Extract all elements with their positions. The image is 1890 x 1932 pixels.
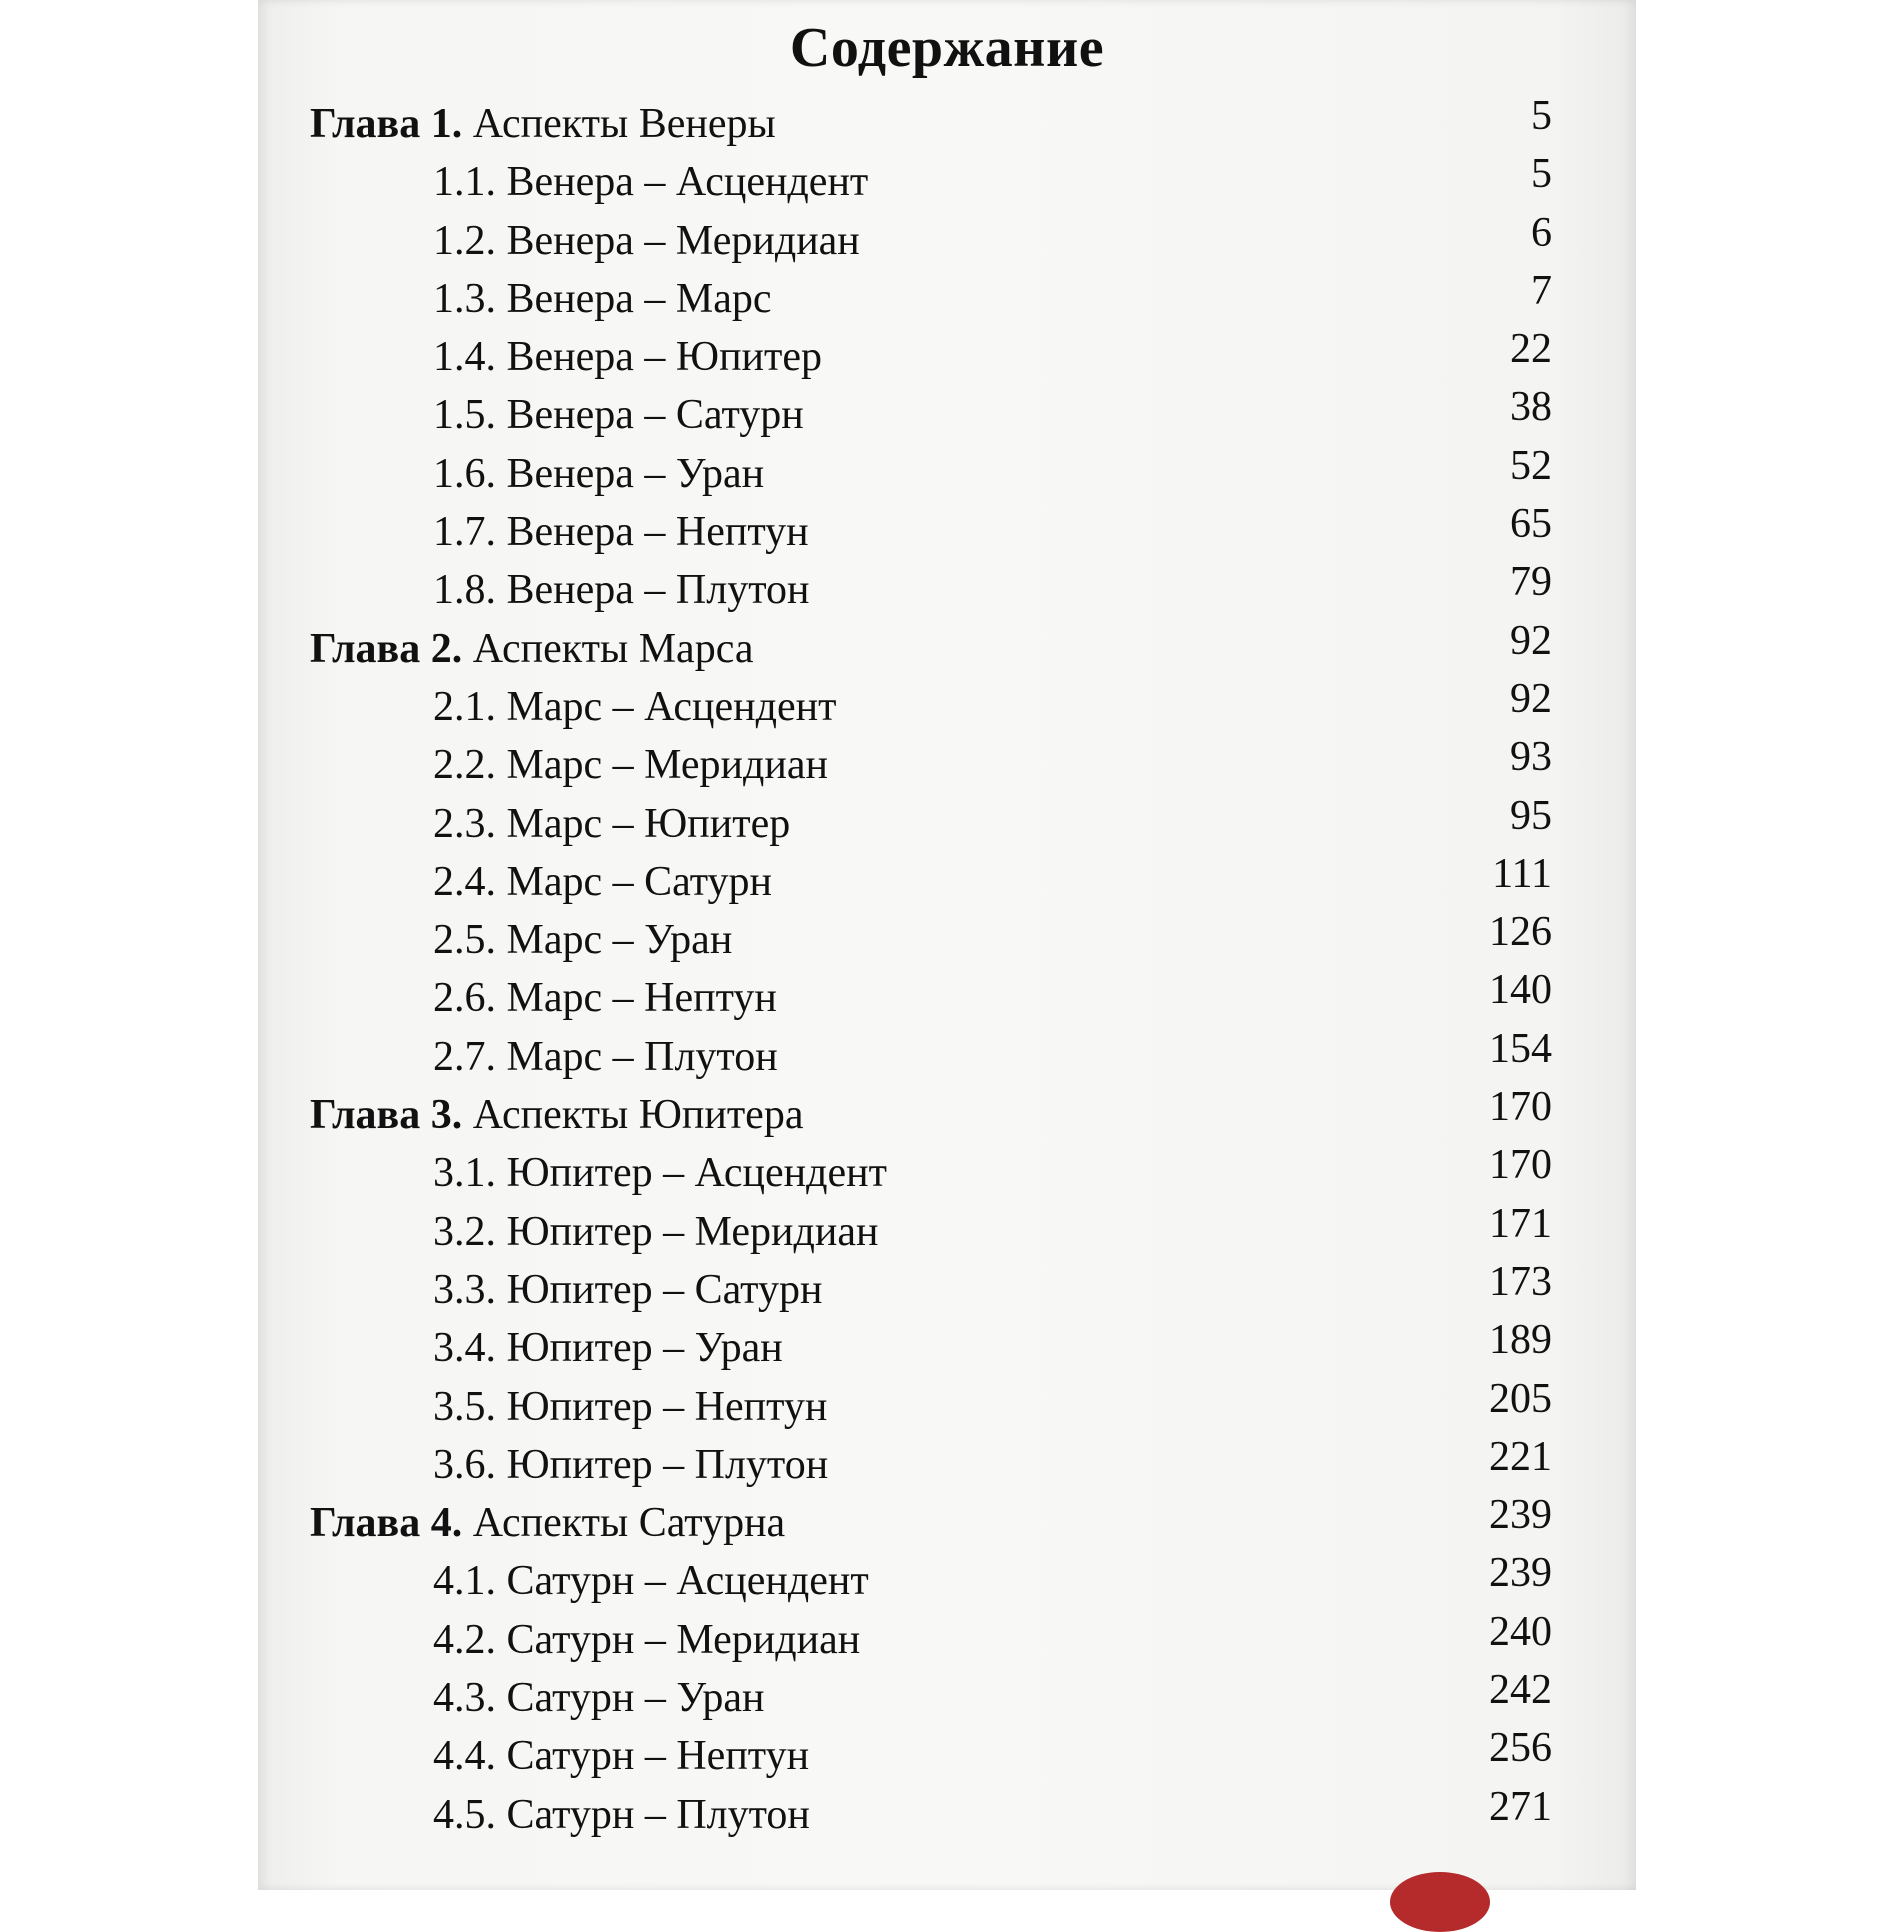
section-title: Марс – Меридиан (506, 742, 829, 789)
toc-section-row (258, 1375, 1636, 1436)
toc-section-row (258, 503, 1636, 561)
book-page (258, 0, 1636, 1890)
section-title: Сатурн – Нептун (506, 1733, 810, 1780)
section-number: 1.8. (433, 567, 496, 614)
toc-entry-label (433, 1203, 879, 1261)
section-title: Венера – Плутон (506, 567, 810, 614)
section-number: 2.7. (433, 1033, 496, 1080)
page-number: 52 (1510, 442, 1552, 489)
toc-entry-label (433, 503, 809, 561)
toc-entry-label (433, 1436, 828, 1494)
toc-entry-label (433, 212, 860, 270)
section-number: 3.5. (433, 1383, 496, 1430)
toc-entry-label (433, 1378, 827, 1436)
section-title: Сатурн – Плутон (506, 1791, 810, 1838)
page-number: 239 (1489, 1492, 1552, 1539)
section-title: Юпитер – Плутон (506, 1441, 829, 1488)
page-number: 205 (1489, 1375, 1552, 1422)
chapter-title: Аспекты Юпитера (472, 1092, 804, 1139)
toc-section-row (258, 1783, 1636, 1844)
section-number: 4.5. (433, 1791, 496, 1838)
section-number: 2.1. (433, 683, 496, 730)
page-number: 242 (1489, 1667, 1552, 1714)
toc-section-row (258, 1319, 1636, 1377)
toc-section-row (258, 153, 1636, 211)
page-number: 5 (1531, 151, 1552, 198)
section-title: Сатурн – Уран (506, 1675, 765, 1722)
toc-section-row (258, 1144, 1636, 1202)
toc-entry-label (433, 795, 790, 853)
toc-entry-label (433, 1669, 765, 1727)
section-title: Сатурн – Меридиан (506, 1616, 861, 1663)
chapter-title: Аспекты Сатурна (472, 1500, 786, 1547)
section-title: Марс – Сатурн (506, 858, 772, 905)
toc-entry-label (310, 1086, 803, 1144)
toc-section-row (258, 1669, 1636, 1727)
toc-entry-label (433, 386, 804, 444)
toc-entry-label (310, 95, 776, 153)
toc-entry-label (433, 736, 828, 794)
page-number: 256 (1489, 1725, 1552, 1772)
toc-chapter-row (258, 95, 1636, 153)
page-number: 240 (1489, 1608, 1552, 1655)
toc-entry-label (310, 620, 754, 678)
section-title: Юпитер – Сатурн (506, 1266, 823, 1313)
toc-section-row (258, 267, 1636, 328)
toc-section-row (258, 850, 1636, 911)
section-title: Марс – Нептун (506, 975, 777, 1022)
page-number: 22 (1510, 326, 1552, 373)
toc-entry-label (433, 1261, 822, 1319)
section-title: Венера – Меридиан (506, 217, 860, 264)
page-number: 271 (1489, 1783, 1552, 1830)
page-number: 92 (1510, 675, 1552, 722)
toc-section-row (258, 675, 1636, 736)
toc-entry-label (433, 1552, 869, 1610)
section-title: Сатурн – Асцендент (506, 1558, 869, 1605)
section-number: 3.4. (433, 1325, 496, 1372)
section-title: Юпитер – Меридиан (506, 1208, 879, 1255)
toc-entry-label (433, 1727, 809, 1785)
section-title: Юпитер – Уран (506, 1325, 783, 1372)
page-number: 221 (1489, 1433, 1552, 1480)
toc-section-row (258, 386, 1636, 444)
toc-entry-label (433, 1786, 810, 1844)
toc-entry-label (433, 1144, 887, 1202)
page-number: 5 (1531, 93, 1552, 139)
toc-entry-label (310, 1494, 785, 1552)
section-number: 2.6. (433, 975, 496, 1022)
section-number: 4.3. (433, 1675, 496, 1722)
chapter-number: Глава 4. (310, 1500, 463, 1547)
section-title: Марс – Плутон (506, 1033, 778, 1080)
toc-entry-label (433, 853, 772, 911)
toc-entry-label (433, 1319, 783, 1377)
section-number: 1.1. (433, 159, 496, 206)
page-number: 140 (1489, 967, 1552, 1014)
toc-entry-label (433, 445, 764, 503)
section-title: Венера – Уран (506, 450, 765, 497)
section-title: Марс – Уран (506, 917, 733, 964)
toc-chapter-row (258, 1086, 1636, 1144)
page-number: 6 (1531, 209, 1552, 256)
page-number: 7 (1531, 267, 1552, 314)
page-number: 189 (1489, 1317, 1552, 1364)
section-number: 1.3. (433, 275, 496, 322)
chapter-number: Глава 3. (310, 1092, 463, 1139)
chapter-title: Аспекты Венеры (472, 101, 776, 147)
section-title: Венера – Юпитер (506, 334, 823, 381)
toc-entry-label (433, 1611, 860, 1669)
section-title: Марс – Юпитер (506, 800, 791, 847)
section-title: Венера – Марс (506, 275, 772, 322)
section-number: 2.4. (433, 858, 496, 905)
table-of-contents (258, 95, 1636, 1844)
toc-section-row (258, 1025, 1636, 1086)
section-number: 2.2. (433, 742, 496, 789)
page-number: 170 (1489, 1142, 1552, 1189)
section-number: 3.3. (433, 1266, 496, 1313)
toc-section-row (258, 1727, 1636, 1785)
section-number: 1.2. (433, 217, 496, 264)
toc-entry-label (433, 969, 777, 1027)
toc-chapter-row (258, 1494, 1636, 1552)
page-number: 38 (1510, 384, 1552, 431)
toc-entry-label (433, 1028, 778, 1086)
toc-section-row (258, 969, 1636, 1027)
page-number: 92 (1510, 617, 1552, 664)
page-number: 65 (1510, 501, 1552, 548)
section-number: 4.1. (433, 1558, 496, 1605)
chapter-number: Глава 1. (310, 101, 463, 147)
page-number: 154 (1489, 1025, 1552, 1072)
toc-entry-label (433, 911, 732, 969)
toc-entry-label (433, 561, 809, 619)
chapter-title: Аспекты Марса (472, 625, 754, 672)
toc-section-row (258, 1552, 1636, 1610)
toc-section-row (258, 328, 1636, 386)
section-number: 3.2. (433, 1208, 496, 1255)
page-number: 239 (1489, 1550, 1552, 1597)
section-number: 2.3. (433, 800, 496, 847)
toc-section-row (258, 792, 1636, 853)
section-number: 3.1. (433, 1150, 496, 1197)
section-number: 1.4. (433, 334, 496, 381)
page-number: 79 (1510, 559, 1552, 606)
toc-section-row (258, 736, 1636, 794)
toc-section-row (258, 1608, 1636, 1669)
section-title: Венера – Нептун (506, 509, 809, 556)
toc-section-row (258, 1433, 1636, 1494)
chapter-number: Глава 2. (310, 625, 463, 672)
toc-section-row (258, 209, 1636, 270)
page-number: 170 (1489, 1084, 1552, 1131)
section-number: 4.4. (433, 1733, 496, 1780)
toc-section-row (258, 561, 1636, 619)
page-number: 173 (1489, 1258, 1552, 1305)
section-title: Венера – Асцендент (506, 159, 869, 206)
toc-section-row (258, 911, 1636, 969)
toc-section-row (258, 442, 1636, 503)
page-number: 171 (1489, 1200, 1552, 1247)
section-title: Юпитер – Асцендент (506, 1150, 887, 1197)
section-number: 1.6. (433, 450, 496, 497)
toc-entry-label (433, 270, 772, 328)
section-title: Венера – Сатурн (506, 392, 804, 439)
section-number: 3.6. (433, 1441, 496, 1488)
toc-chapter-row (258, 617, 1636, 678)
section-number: 2.5. (433, 917, 496, 964)
page-number: 126 (1489, 909, 1552, 956)
page-number: 93 (1510, 734, 1552, 781)
page-number: 111 (1492, 850, 1552, 897)
section-title: Марс – Асцендент (506, 683, 837, 730)
section-number: 1.7. (433, 509, 496, 556)
section-number: 4.2. (433, 1616, 496, 1663)
toc-section-row (258, 1258, 1636, 1319)
page-title: Содержание (789, 17, 1105, 79)
section-title: Юпитер – Нептун (506, 1383, 828, 1430)
toc-section-row (258, 1200, 1636, 1261)
section-number: 1.5. (433, 392, 496, 439)
toc-entry-label (433, 678, 837, 736)
toc-entry-label (433, 328, 822, 386)
bookmark-edge (1390, 1872, 1490, 1932)
page-number: 95 (1510, 792, 1552, 839)
toc-entry-label (433, 153, 868, 211)
